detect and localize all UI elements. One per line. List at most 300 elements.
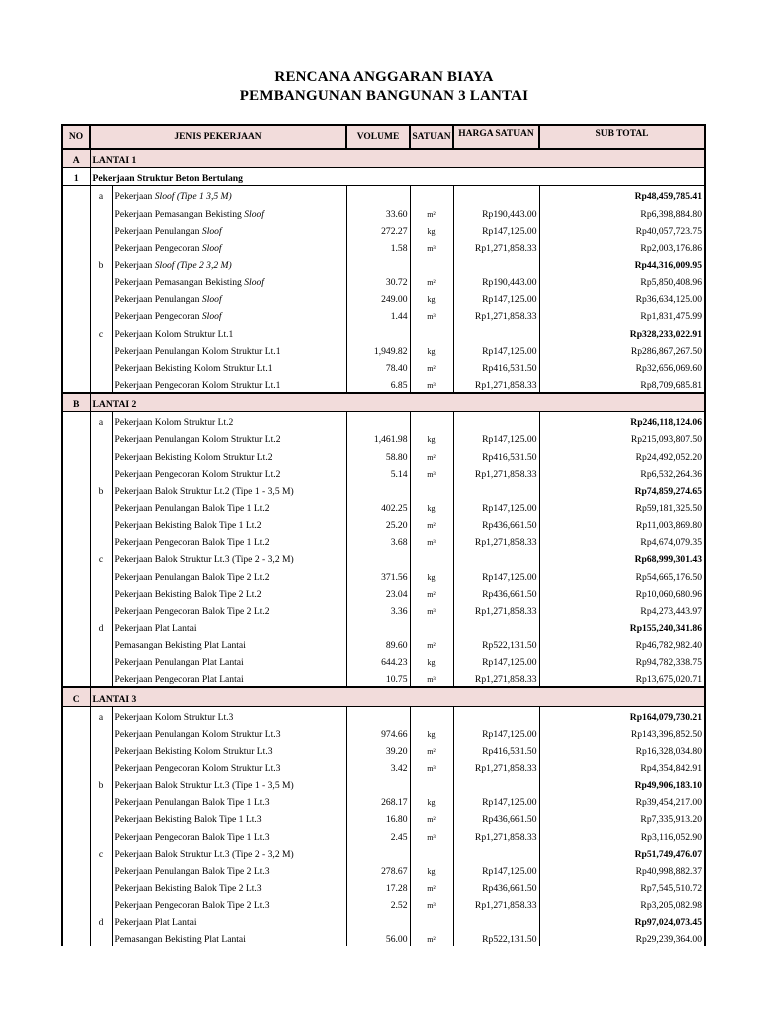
row-letter: b	[90, 255, 112, 272]
table-row	[62, 306, 705, 323]
row-label: Pemasangan Bekisting Plat Lantai	[112, 929, 346, 946]
row-sub-total: Rp4,354,842.91	[539, 758, 705, 775]
row-sub-total: Rp13,675,020.71	[539, 669, 705, 687]
row-volume: 249.00	[346, 289, 410, 306]
row-number	[62, 669, 90, 687]
row-satuan: m²	[410, 635, 453, 652]
row-satuan: kg	[410, 289, 453, 306]
row-volume	[346, 618, 410, 635]
row-satuan	[410, 912, 453, 929]
row-harga-satuan	[453, 481, 539, 498]
row-label: Pekerjaan Penulangan Balok Tipe 2 Lt.2	[112, 566, 346, 583]
row-letter	[90, 895, 112, 912]
group-row	[62, 168, 705, 186]
row-harga-satuan: Rp1,271,858.33	[453, 826, 539, 843]
row-harga-satuan: Rp147,125.00	[453, 861, 539, 878]
row-harga-satuan: Rp147,125.00	[453, 792, 539, 809]
table-row	[62, 375, 705, 393]
row-label: Pekerjaan Pengecoran Balok Tipe 1 Lt.3	[112, 826, 346, 843]
row-label: Pekerjaan Pengecoran Balok Tipe 1 Lt.2	[112, 532, 346, 549]
row-label: Pekerjaan Balok Struktur Lt.3 (Tipe 2 - 3,2 M)	[112, 549, 346, 566]
table-row	[62, 878, 705, 895]
row-label: Pekerjaan Kolom Struktur Lt.2	[112, 412, 346, 430]
row-volume: 25.20	[346, 515, 410, 532]
table-row	[62, 429, 705, 446]
row-sub-total: Rp3,205,082.98	[539, 895, 705, 912]
table-row	[62, 498, 705, 515]
row-satuan: m²	[410, 809, 453, 826]
row-label: Pekerjaan Penulangan Balok Tipe 1 Lt.2	[112, 498, 346, 515]
table-row	[62, 861, 705, 878]
row-letter	[90, 341, 112, 358]
row-number	[62, 323, 90, 340]
row-volume: 5.14	[346, 464, 410, 481]
row-harga-satuan: Rp436,661.50	[453, 878, 539, 895]
row-harga-satuan: Rp436,661.50	[453, 809, 539, 826]
row-satuan	[410, 255, 453, 272]
row-sub-total: Rp11,003,869.80	[539, 515, 705, 532]
row-letter	[90, 515, 112, 532]
row-label: Pekerjaan Plat Lantai	[112, 912, 346, 929]
row-label: Pekerjaan Penulangan Plat Lantai	[112, 652, 346, 669]
row-satuan: m³	[410, 895, 453, 912]
row-harga-satuan	[453, 549, 539, 566]
row-letter	[90, 809, 112, 826]
table-row	[62, 464, 705, 481]
row-number	[62, 878, 90, 895]
row-harga-satuan: Rp1,271,858.33	[453, 895, 539, 912]
table-row	[62, 758, 705, 775]
row-harga-satuan	[453, 844, 539, 861]
row-volume	[346, 186, 410, 204]
document-subtitle: PEMBANGUNAN BANGUNAN 3 LANTAI	[239, 88, 529, 104]
row-letter	[90, 306, 112, 323]
row-label: Pekerjaan Bekisting Balok Tipe 1 Lt.2	[112, 515, 346, 532]
row-letter: a	[90, 706, 112, 724]
row-label: Pekerjaan Sloof (Tipe 2 3,2 M)	[112, 255, 346, 272]
row-volume: 402.25	[346, 498, 410, 515]
table-row	[62, 446, 705, 463]
row-satuan: m³	[410, 669, 453, 687]
row-number	[62, 203, 90, 220]
row-label: Pekerjaan Bekisting Kolom Struktur Lt.3	[112, 741, 346, 758]
row-volume: 1,949.82	[346, 341, 410, 358]
row-satuan: kg	[410, 861, 453, 878]
row-sub-total: Rp4,674,079.35	[539, 532, 705, 549]
row-number	[62, 446, 90, 463]
row-sub-total: Rp39,454,217.00	[539, 792, 705, 809]
row-satuan: kg	[410, 221, 453, 238]
row-number	[62, 255, 90, 272]
row-number	[62, 515, 90, 532]
row-sub-total: Rp54,665,176.50	[539, 566, 705, 583]
header-sub-total: SUB TOTAL	[539, 125, 705, 149]
row-sub-total: Rp246,118,124.06	[539, 412, 705, 430]
row-number	[62, 652, 90, 669]
row-label: Pekerjaan Pengecoran Kolom Struktur Lt.1	[112, 375, 346, 393]
subgroup-row	[62, 255, 705, 272]
table-row	[62, 601, 705, 618]
row-sub-total: Rp51,749,476.07	[539, 844, 705, 861]
row-label: Pekerjaan Bekisting Kolom Struktur Lt.2	[112, 446, 346, 463]
row-letter	[90, 758, 112, 775]
row-letter	[90, 861, 112, 878]
row-label: Pekerjaan Penulangan Kolom Struktur Lt.1	[112, 341, 346, 358]
section-row	[62, 687, 705, 706]
row-sub-total: Rp3,116,052.90	[539, 826, 705, 843]
row-volume	[346, 255, 410, 272]
row-harga-satuan: Rp522,131.50	[453, 635, 539, 652]
row-harga-satuan: Rp436,661.50	[453, 584, 539, 601]
row-satuan: kg	[410, 341, 453, 358]
row-number	[62, 289, 90, 306]
row-number	[62, 341, 90, 358]
row-satuan: m²	[410, 358, 453, 375]
row-harga-satuan	[453, 775, 539, 792]
row-label: Pekerjaan Bekisting Balok Tipe 1 Lt.3	[112, 809, 346, 826]
row-sub-total: Rp1,831,475.99	[539, 306, 705, 323]
row-satuan: m³	[410, 306, 453, 323]
row-number	[62, 306, 90, 323]
row-label: Pekerjaan Pengecoran Balok Tipe 2 Lt.3	[112, 895, 346, 912]
table-row	[62, 929, 705, 946]
row-label: Pekerjaan Pengecoran Kolom Struktur Lt.3	[112, 758, 346, 775]
row-volume: 278.67	[346, 861, 410, 878]
row-number	[62, 238, 90, 255]
row-number	[62, 741, 90, 758]
row-letter	[90, 375, 112, 393]
row-letter	[90, 724, 112, 741]
row-letter	[90, 532, 112, 549]
row-satuan: kg	[410, 429, 453, 446]
row-sub-total: Rp16,328,034.80	[539, 741, 705, 758]
row-harga-satuan: Rp147,125.00	[453, 221, 539, 238]
row-number: 1	[62, 168, 90, 186]
row-volume: 3.42	[346, 758, 410, 775]
row-label: Pekerjaan Balok Struktur Lt.2 (Tipe 1 - 3,5 M)	[112, 481, 346, 498]
row-satuan: m²	[410, 203, 453, 220]
row-sub-total: Rp8,709,685.81	[539, 375, 705, 393]
row-volume: 1.44	[346, 306, 410, 323]
row-letter	[90, 464, 112, 481]
row-number	[62, 186, 90, 204]
table-body	[62, 149, 705, 946]
row-harga-satuan	[453, 912, 539, 929]
header-volume: VOLUME	[346, 125, 410, 149]
table-row	[62, 203, 705, 220]
row-sub-total: Rp6,398,884.80	[539, 203, 705, 220]
row-letter	[90, 429, 112, 446]
row-label: Pekerjaan Penulangan Kolom Struktur Lt.3	[112, 724, 346, 741]
table-row	[62, 358, 705, 375]
subgroup-row	[62, 481, 705, 498]
row-letter	[90, 203, 112, 220]
row-harga-satuan: Rp1,271,858.33	[453, 238, 539, 255]
row-harga-satuan: Rp147,125.00	[453, 341, 539, 358]
subgroup-row	[62, 323, 705, 340]
subgroup-row	[62, 412, 705, 430]
row-label: Pekerjaan Penulangan Sloof	[112, 221, 346, 238]
row-satuan: m³	[410, 532, 453, 549]
row-sub-total: Rp44,316,009.95	[539, 255, 705, 272]
row-number	[62, 272, 90, 289]
row-label: LANTAI 2	[90, 393, 705, 412]
row-volume: 2.45	[346, 826, 410, 843]
row-harga-satuan: Rp1,271,858.33	[453, 375, 539, 393]
row-harga-satuan: Rp436,661.50	[453, 515, 539, 532]
row-letter	[90, 358, 112, 375]
row-satuan: m³	[410, 601, 453, 618]
row-letter	[90, 584, 112, 601]
row-letter	[90, 652, 112, 669]
row-satuan: kg	[410, 566, 453, 583]
row-harga-satuan	[453, 618, 539, 635]
row-label: Pekerjaan Pemasangan Bekisting Sloof	[112, 203, 346, 220]
row-label: Pekerjaan Plat Lantai	[112, 618, 346, 635]
row-satuan	[410, 844, 453, 861]
row-volume	[346, 323, 410, 340]
subgroup-row	[62, 186, 705, 204]
table-row	[62, 289, 705, 306]
row-volume: 2.52	[346, 895, 410, 912]
row-harga-satuan: Rp147,125.00	[453, 498, 539, 515]
table-row	[62, 809, 705, 826]
table-row	[62, 221, 705, 238]
row-label: Pekerjaan Pengecoran Plat Lantai	[112, 669, 346, 687]
row-sub-total: Rp74,859,274.65	[539, 481, 705, 498]
table-row	[62, 669, 705, 687]
row-letter	[90, 878, 112, 895]
row-label: Pekerjaan Pengecoran Kolom Struktur Lt.2	[112, 464, 346, 481]
row-volume: 3.36	[346, 601, 410, 618]
row-sub-total: Rp48,459,785.41	[539, 186, 705, 204]
row-volume: 17.28	[346, 878, 410, 895]
row-sub-total: Rp29,239,364.00	[539, 929, 705, 946]
row-number	[62, 775, 90, 792]
row-satuan: m³	[410, 464, 453, 481]
row-label: Pekerjaan Bekisting Kolom Struktur Lt.1	[112, 358, 346, 375]
row-number	[62, 584, 90, 601]
row-volume: 644.23	[346, 652, 410, 669]
row-sub-total: Rp49,906,183.10	[539, 775, 705, 792]
row-volume	[346, 706, 410, 724]
row-harga-satuan: Rp1,271,858.33	[453, 669, 539, 687]
subgroup-row	[62, 844, 705, 861]
row-harga-satuan: Rp147,125.00	[453, 289, 539, 306]
row-sub-total: Rp59,181,325.50	[539, 498, 705, 515]
row-letter: a	[90, 186, 112, 204]
table-row	[62, 238, 705, 255]
row-label: Pekerjaan Kolom Struktur Lt.3	[112, 706, 346, 724]
row-sub-total: Rp40,057,723.75	[539, 221, 705, 238]
table-row	[62, 826, 705, 843]
row-volume: 1.58	[346, 238, 410, 255]
row-letter: c	[90, 844, 112, 861]
rab-table	[61, 124, 706, 946]
subgroup-row	[62, 706, 705, 724]
row-sub-total: Rp97,024,073.45	[539, 912, 705, 929]
row-letter: a	[90, 412, 112, 430]
row-sub-total: Rp94,782,338.75	[539, 652, 705, 669]
row-label: Pekerjaan Balok Struktur Lt.3 (Tipe 1 - 3,5 M)	[112, 775, 346, 792]
row-number	[62, 758, 90, 775]
row-sub-total: Rp10,060,680.96	[539, 584, 705, 601]
row-number	[62, 861, 90, 878]
row-number	[62, 706, 90, 724]
row-volume: 30.72	[346, 272, 410, 289]
row-satuan: m²	[410, 929, 453, 946]
row-satuan: m²	[410, 515, 453, 532]
row-volume: 56.00	[346, 929, 410, 946]
row-harga-satuan: Rp190,443.00	[453, 203, 539, 220]
subgroup-row	[62, 549, 705, 566]
row-label: Pekerjaan Penulangan Kolom Struktur Lt.2	[112, 429, 346, 446]
row-harga-satuan: Rp522,131.50	[453, 929, 539, 946]
row-letter	[90, 289, 112, 306]
row-letter	[90, 792, 112, 809]
row-number	[62, 826, 90, 843]
row-satuan: m²	[410, 446, 453, 463]
row-label: Pekerjaan Pemasangan Bekisting Sloof	[112, 272, 346, 289]
row-number	[62, 912, 90, 929]
row-harga-satuan	[453, 255, 539, 272]
row-satuan: m²	[410, 741, 453, 758]
row-sub-total: Rp68,999,301.43	[539, 549, 705, 566]
row-number	[62, 498, 90, 515]
table-row	[62, 272, 705, 289]
subgroup-row	[62, 618, 705, 635]
row-sub-total: Rp2,003,176.86	[539, 238, 705, 255]
row-satuan	[410, 186, 453, 204]
row-harga-satuan: Rp416,531.50	[453, 741, 539, 758]
row-label: Pekerjaan Pengecoran Balok Tipe 2 Lt.2	[112, 601, 346, 618]
row-number: C	[62, 687, 90, 706]
row-letter: c	[90, 323, 112, 340]
row-satuan	[410, 775, 453, 792]
row-volume	[346, 844, 410, 861]
row-harga-satuan: Rp1,271,858.33	[453, 532, 539, 549]
row-sub-total: Rp24,492,052.20	[539, 446, 705, 463]
row-number	[62, 481, 90, 498]
row-letter	[90, 601, 112, 618]
row-label: LANTAI 3	[90, 687, 705, 706]
table-row	[62, 532, 705, 549]
row-volume	[346, 912, 410, 929]
row-sub-total: Rp36,634,125.00	[539, 289, 705, 306]
header-harga-satuan: HARGA SATUAN	[453, 125, 539, 149]
row-number	[62, 844, 90, 861]
row-volume	[346, 481, 410, 498]
row-satuan: m²	[410, 878, 453, 895]
row-volume: 6.85	[346, 375, 410, 393]
row-label: Pekerjaan Penulangan Balok Tipe 2 Lt.3	[112, 861, 346, 878]
row-sub-total: Rp7,335,913.20	[539, 809, 705, 826]
row-sub-total: Rp155,240,341.86	[539, 618, 705, 635]
header-jenis-pekerjaan: JENIS PEKERJAAN	[90, 125, 346, 149]
row-letter: b	[90, 775, 112, 792]
row-letter	[90, 566, 112, 583]
header-satuan: SATUAN	[410, 125, 453, 149]
row-label: Pekerjaan Bekisting Balok Tipe 2 Lt.3	[112, 878, 346, 895]
table-header-row	[62, 125, 705, 149]
row-satuan: m²	[410, 584, 453, 601]
row-letter	[90, 238, 112, 255]
row-letter	[90, 929, 112, 946]
row-number	[62, 635, 90, 652]
row-label: Pekerjaan Kolom Struktur Lt.1	[112, 323, 346, 340]
table-row	[62, 792, 705, 809]
row-letter: d	[90, 912, 112, 929]
row-satuan	[410, 618, 453, 635]
row-label: Pekerjaan Pengecoran Sloof	[112, 306, 346, 323]
row-satuan: kg	[410, 792, 453, 809]
row-sub-total: Rp215,093,807.50	[539, 429, 705, 446]
subgroup-row	[62, 775, 705, 792]
row-volume: 371.56	[346, 566, 410, 583]
row-sub-total: Rp40,998,882.37	[539, 861, 705, 878]
section-row	[62, 393, 705, 412]
row-harga-satuan: Rp190,443.00	[453, 272, 539, 289]
row-harga-satuan	[453, 186, 539, 204]
row-volume: 974.66	[346, 724, 410, 741]
row-letter	[90, 826, 112, 843]
row-satuan	[410, 323, 453, 340]
row-number	[62, 895, 90, 912]
row-satuan: kg	[410, 724, 453, 741]
table-row	[62, 741, 705, 758]
row-satuan	[410, 706, 453, 724]
row-satuan: kg	[410, 498, 453, 515]
row-number	[62, 809, 90, 826]
row-volume	[346, 775, 410, 792]
row-volume: 33.60	[346, 203, 410, 220]
row-volume: 10.75	[346, 669, 410, 687]
row-letter	[90, 741, 112, 758]
row-volume: 78.40	[346, 358, 410, 375]
row-letter	[90, 498, 112, 515]
row-sub-total: Rp46,782,982.40	[539, 635, 705, 652]
row-sub-total: Rp5,850,408.96	[539, 272, 705, 289]
row-satuan	[410, 481, 453, 498]
row-harga-satuan: Rp147,125.00	[453, 566, 539, 583]
table-row	[62, 566, 705, 583]
table-row	[62, 635, 705, 652]
row-sub-total: Rp164,079,730.21	[539, 706, 705, 724]
table-row	[62, 652, 705, 669]
row-harga-satuan: Rp147,125.00	[453, 724, 539, 741]
row-number	[62, 549, 90, 566]
row-satuan	[410, 412, 453, 430]
row-label: Pekerjaan Bekisting Balok Tipe 2 Lt.2	[112, 584, 346, 601]
row-satuan: m³	[410, 826, 453, 843]
row-harga-satuan	[453, 323, 539, 340]
table-row	[62, 515, 705, 532]
row-number	[62, 618, 90, 635]
row-harga-satuan: Rp1,271,858.33	[453, 601, 539, 618]
row-sub-total: Rp32,656,069.60	[539, 358, 705, 375]
table-row	[62, 341, 705, 358]
row-volume: 39.20	[346, 741, 410, 758]
row-volume: 1,461.98	[346, 429, 410, 446]
row-volume: 89.60	[346, 635, 410, 652]
row-harga-satuan: Rp1,271,858.33	[453, 464, 539, 481]
row-letter	[90, 221, 112, 238]
table-row	[62, 724, 705, 741]
row-number	[62, 375, 90, 393]
row-sub-total: Rp143,396,852.50	[539, 724, 705, 741]
row-number	[62, 566, 90, 583]
row-number	[62, 929, 90, 946]
